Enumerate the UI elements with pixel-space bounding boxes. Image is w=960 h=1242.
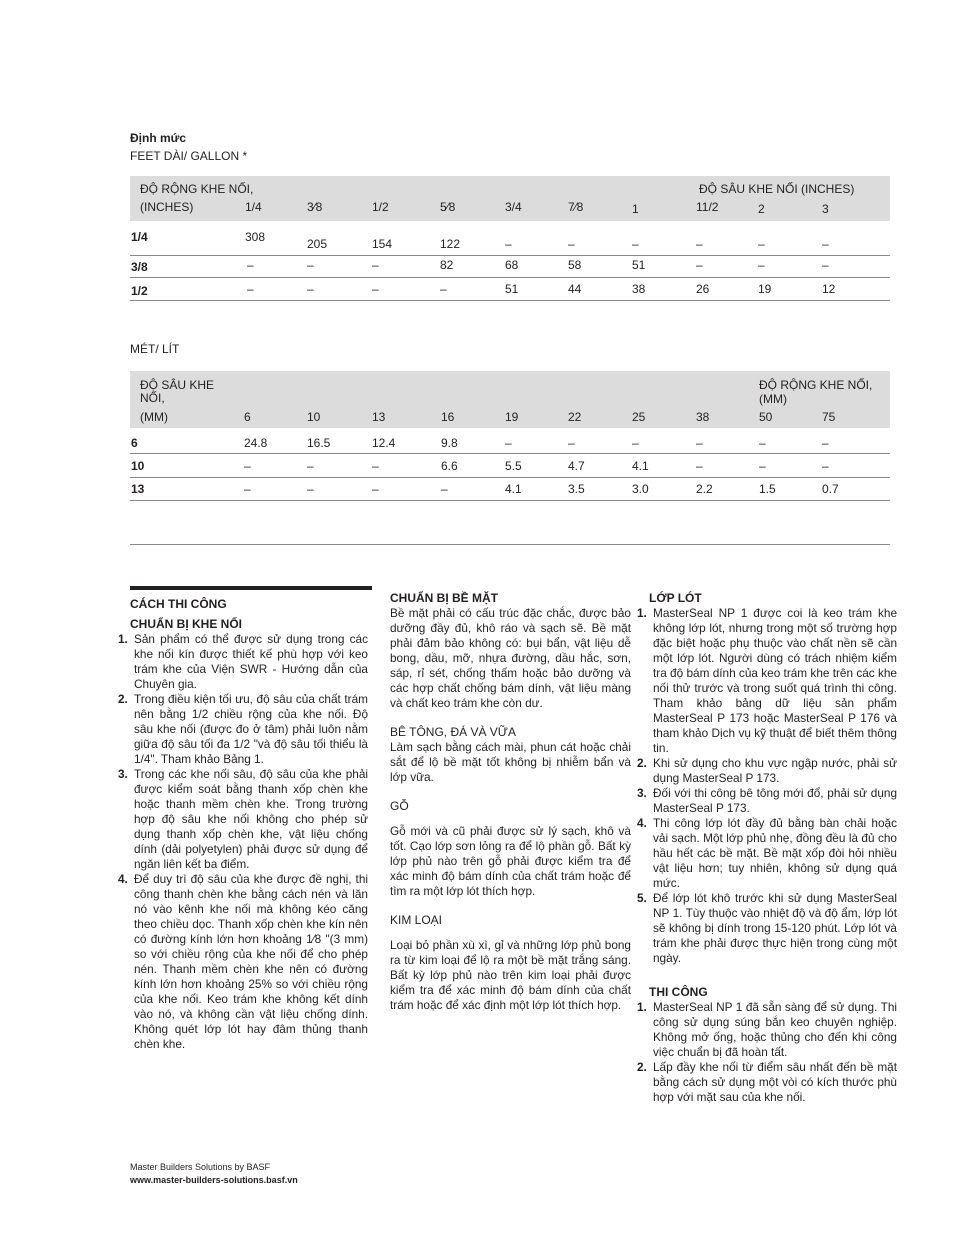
table1-cell: 51 (505, 282, 519, 296)
table1-col-header: 1/4 (245, 200, 262, 214)
list-number: 1. (637, 1000, 647, 1014)
table2-col-header: 38 (696, 410, 710, 424)
table1-cell: – (822, 237, 829, 251)
list-text: Trong điều kiện tối ưu, độ sâu của chất trám nên bằng 1/2 chiều rộng của khe nối. Độ sâu khe nối (được đo ở tâm) phải luôn nằm giữa độ sâu tối đa 1/2 "và độ sâu tối thiểu là 1/4". Tham khảo Bảng 1. (134, 692, 368, 766)
table1-col-header: 3 (822, 202, 829, 216)
table2-cell: – (441, 482, 448, 496)
table2-col-header: 25 (632, 410, 646, 424)
footer-website[interactable]: www.master-builders-solutions.basf.vn (130, 1175, 298, 1185)
table2-cell: – (307, 459, 314, 473)
table1-cell: – (696, 258, 703, 272)
application-step-heading: THI CÔNG (649, 985, 708, 999)
table1-cell: – (247, 258, 254, 272)
list-number: 4. (637, 816, 647, 830)
list-item (639, 756, 897, 786)
table1-cell: – (307, 282, 314, 296)
list-text: Lấp đầy khe nối từ điểm sâu nhất đến bề mặt bằng cách sử dụng một vòi có kích thước phù hợp với mặt sau của khe nối. (653, 1060, 897, 1104)
table1-cell: 26 (696, 282, 710, 296)
table2-cell: 4.7 (568, 459, 585, 473)
table2-cell: – (696, 459, 703, 473)
table2-cell: – (307, 482, 314, 496)
table2-col-header: 19 (505, 410, 519, 424)
table1-cell: 58 (568, 258, 582, 272)
table1-cell: 154 (372, 237, 393, 251)
list-text: Để duy trì độ sâu của khe được đề nghị, thi công thanh chèn khe bằng cách nén và lăn nó vào kênh khe nối mà không kéo căng theo chiều dọc. Thanh xốp chèn khe kín nên có đường kính lớn hơn khoảng 1⁄8 "(3 mm) so với chiều rộng của khe nối để cho phép nén. Thanh mềm chèn khe nên có đường kính lớn hơn khoảng 25% so với chiều rộng của khe nối. Keo trám khe không kết dính vào nó, và không cần vật liệu chống dính. Không quét lớp lót hay đâm thủng thanh chèn khe. (134, 872, 368, 1051)
metal-title: KIM LOẠI (390, 913, 443, 927)
table2-cell: – (244, 482, 251, 496)
table1-cell: 44 (568, 282, 582, 296)
table1-row-label: 1/2 (131, 284, 148, 298)
table1-row-divider (130, 300, 890, 301)
table1-row-label-line1: ĐỘ RỘNG KHE NỐI, (140, 182, 254, 196)
table2-cell: 3.5 (568, 482, 585, 496)
table2-cell: 24.8 (244, 436, 268, 450)
table2-col-header: 16 (441, 410, 455, 424)
table2-col-header: 10 (307, 410, 321, 424)
list-text: Để lớp lót khô trước khi sử dụng MasterSeal NP 1. Tùy thuộc vào nhiệt độ và độ ẩm, lớp lót sẽ không bị dính trong 15-120 phút. Lớp lót và trám khe phải được thực hiện trong cùng một ngày. (653, 891, 897, 965)
list-item (639, 786, 897, 816)
list-text: MasterSeal NP 1 được coi là keo trám khe không lớp lót, nhưng trong một số trường hợp đặc biệt hoặc phụ thuộc vào chất nền sẽ cần một lớp lót. Người dùng có trách nhiệm kiểm tra độ bám dính của keo trám khe trên các khe nối thử trước và trong suốt quá trình thi công. Tham khảo bảng dữ liệu sản phẩm MasterSeal P 173 hoặc MasterSeal P 176 và tham khảo Dịch vụ kỹ thuật để biết thêm thông tin. (653, 606, 897, 755)
table1-cell: 308 (245, 230, 266, 244)
table1-row-label: 1/4 (131, 230, 148, 244)
table2-row-label: 10 (131, 459, 145, 473)
rate-title: Định mức (130, 131, 187, 145)
table2-cell: 3.0 (632, 482, 649, 496)
table1-cell: – (307, 258, 314, 272)
table1-col-header: 2 (758, 202, 765, 216)
table1-col-header: 3/4 (505, 200, 522, 214)
application-step-list (639, 1000, 897, 1105)
table2-row-label-line3: (MM) (140, 410, 168, 424)
list-item (639, 606, 897, 756)
list-item (639, 1000, 897, 1060)
table2-cell: – (632, 436, 639, 450)
table2-cell: – (244, 459, 251, 473)
primer-list (639, 606, 897, 966)
column-surface-prep (390, 591, 631, 1013)
table2-row-divider (130, 453, 890, 454)
table1-col-label: ĐỘ SÂU KHE NỐI (INCHES) (699, 182, 855, 196)
table2-cell: 1.5 (759, 482, 776, 496)
table2-cell: 12.4 (372, 436, 396, 450)
joint-prep-heading: CHUẨN BỊ KHE NỐI (130, 617, 243, 631)
list-number: 2. (637, 756, 647, 770)
list-number: 3. (637, 786, 647, 800)
list-text: Sản phẩm có thể được sử dụng trong các khe nối kín được thiết kế phù hợp với keo trám khe của Viện SWR - Hướng dẫn của Chuyên gia. (134, 632, 368, 691)
joint-prep-list (120, 632, 368, 1052)
wood-text: Gỗ mới và cũ phải được sử lý sạch, khô và tốt. Cạo lớp sơn lỏng ra để lộ phần gỗ. Bất kỳ lớp phủ nào trên gỗ phải được kiểm tra để xác minh độ bám dính của chất trám hoặc để tìm ra một lớp lót thích hợp. (390, 824, 631, 898)
table1-col-header: 3⁄8 (307, 200, 323, 214)
table1-cell: 82 (440, 258, 454, 272)
list-text: Trong các khe nối sâu, độ sâu của khe phải được kiểm soát bằng thanh xốp chèn khe hoặc thanh mềm chèn khe. Trong trường hợp độ sâu khe nối không cho phép sử dụng thanh xốp chèn khe, vật liệu chống dính (dải polyetylen) phải được sử dụng để ngăn liên kết ba điểm. (134, 767, 368, 871)
table2-cell: 16.5 (307, 436, 331, 450)
table2-cell: 4.1 (632, 459, 649, 473)
list-item (120, 767, 368, 872)
table1-col-header: 5⁄8 (440, 200, 456, 214)
table2-col-header: 6 (244, 410, 251, 424)
list-item (120, 632, 368, 692)
table1-cell: – (372, 282, 379, 296)
table2-cell: – (372, 459, 379, 473)
table2-cell: – (759, 459, 766, 473)
list-item (120, 692, 368, 767)
section-separator (130, 544, 890, 545)
table1-cell: 122 (440, 237, 461, 251)
list-item (639, 1060, 897, 1105)
table1-cell: – (758, 237, 765, 251)
table1-cell: – (440, 282, 447, 296)
table1-cell: – (758, 258, 765, 272)
table1-cell: – (505, 237, 512, 251)
list-text: Đối với thi công bê tông mới đổ, phải sử dụng MasterSeal P 173. (653, 786, 897, 815)
table2-row-divider (130, 500, 890, 501)
table2-cell: 2.2 (696, 482, 713, 496)
surface-prep-text: Bề mặt phải có cấu trúc đặc chắc, được bảo dưỡng đầy đủ, khô ráo và sạch sẽ. Bề mặt phải đảm bảo không có: bụi bẩn, vật liệu dễ bong, dầu, mỡ, nhựa đường, dầu hắc, sơn, sáp, rỉ sét, chống thấm hoặc bảo dưỡng và các hợp chất chống bám dính, vật liệu màng và chất keo trám khe còn dư. (390, 606, 631, 710)
table2-cell: – (505, 436, 512, 450)
table1-cell: – (632, 237, 639, 251)
table1-cell: – (696, 237, 703, 251)
table1-cell: 51 (632, 258, 646, 272)
table1-row-label-line2: (INCHES) (140, 200, 194, 214)
table2-cell: – (568, 436, 575, 450)
table2-cell: 5.5 (505, 459, 522, 473)
table1-cell: 38 (632, 282, 646, 296)
table2-cell: – (822, 459, 829, 473)
table1-col-header: 7⁄8 (568, 200, 584, 214)
list-text: Thi công lớp lót đầy đủ bằng bàn chải hoặc vải sạch. Một lớp phủ nhẹ, đồng đều là đủ cho hầu hết các bề mặt. Bề mặt xốp đòi hỏi nhiều vật liệu hơn; tuy nhiên, không sử dụng quá mức. (653, 816, 897, 890)
list-number: 1. (118, 632, 128, 646)
table2-cell: – (759, 436, 766, 450)
column-application (120, 597, 368, 1052)
table2-row-label-line1: ĐỘ SÂU KHE (140, 378, 215, 392)
surface-prep-heading: CHUẨN BỊ BỀ MẶT (390, 591, 498, 605)
list-number: 4. (118, 872, 128, 886)
table2-cell: 9.8 (441, 436, 458, 450)
list-item (639, 816, 897, 891)
table1-col-header: 11/2 (696, 200, 719, 214)
table1-row-divider (130, 277, 890, 278)
table2-subtitle: MÉT/ LÍT (130, 342, 180, 356)
table1-col-header: 1 (632, 202, 639, 216)
table2-row-label-line2: NỐI, (140, 391, 165, 405)
concrete-text: Làm sạch bằng cách mài, phun cát hoặc chải sắt để lộ bề mặt tốt không bị nhiễm bẩn và lớp vữa. (390, 740, 631, 784)
table1-cell: – (247, 282, 254, 296)
table2-col-header: 22 (568, 410, 582, 424)
list-number: 3. (118, 767, 128, 781)
column-primer (639, 591, 897, 1105)
list-text: Khi sử dụng cho khu vực ngập nước, phải sử dụng MasterSeal P 173. (653, 756, 897, 785)
list-number: 2. (118, 692, 128, 706)
table2-row-divider (130, 477, 890, 478)
table2-cell: 0.7 (822, 482, 839, 496)
table2-col-header: 75 (822, 410, 836, 424)
table1-subtitle: FEET DÀI/ GALLON * (130, 149, 248, 163)
table2-col-header: 13 (372, 410, 386, 424)
table1-cell: – (822, 258, 829, 272)
table2-col-header: 50 (759, 410, 773, 424)
list-number: 2. (637, 1060, 647, 1074)
table1-col-header: 1/2 (372, 200, 389, 214)
table1-cell: – (372, 258, 379, 272)
list-item (120, 872, 368, 1052)
table1-row-divider (130, 255, 890, 256)
table1-row-label: 3/8 (131, 260, 148, 274)
table2-cell: – (372, 482, 379, 496)
table2-col-label-line1: ĐỘ RỘNG KHE NỐI, (759, 378, 873, 392)
footer-company: Master Builders Solutions by BASF (130, 1162, 271, 1172)
primer-heading: LỚP LÓT (649, 591, 702, 605)
list-number: 5. (637, 891, 647, 905)
table2-row-label: 6 (131, 436, 138, 450)
metal-text: Loại bỏ phần xù xì, gỉ và những lớp phủ bong ra từ kim loại để lộ ra một bề mặt trắng sáng. Bất kỳ lớp phủ nào trên kim loại phải được kiểm tra để xác minh độ bám dính của chất trám hoặc để xác định một lớp lót thích hợp. (390, 938, 631, 1012)
concrete-title: BÊ TÔNG, ĐÁ VÀ VỮA (390, 725, 517, 739)
table1-cell: – (568, 237, 575, 251)
application-heading: CÁCH THI CÔNG (130, 597, 227, 611)
table1-cell: 12 (822, 282, 836, 296)
table1-cell: 68 (505, 258, 519, 272)
table1-cell: 19 (758, 282, 772, 296)
table2-cell: 6.6 (441, 459, 458, 473)
table2-cell: – (696, 436, 703, 450)
table2-row-label: 13 (131, 482, 145, 496)
list-item (639, 891, 897, 966)
list-number: 1. (637, 606, 647, 620)
list-text: MasterSeal NP 1 đã sẵn sàng để sử dụng. Thi công sử dụng súng bắn keo chuyên nghiệp. Không mở ống, hoặc thủng cho đến khi công việc chuẩn bị đã hoàn tất. (653, 1000, 897, 1059)
table1-cell: 205 (307, 237, 328, 251)
wood-title: GỖ (390, 799, 409, 813)
table2-cell: – (822, 436, 829, 450)
table2-col-label-line2: (MM) (759, 392, 787, 406)
section-bar (130, 586, 372, 590)
table2-cell: 4.1 (505, 482, 522, 496)
